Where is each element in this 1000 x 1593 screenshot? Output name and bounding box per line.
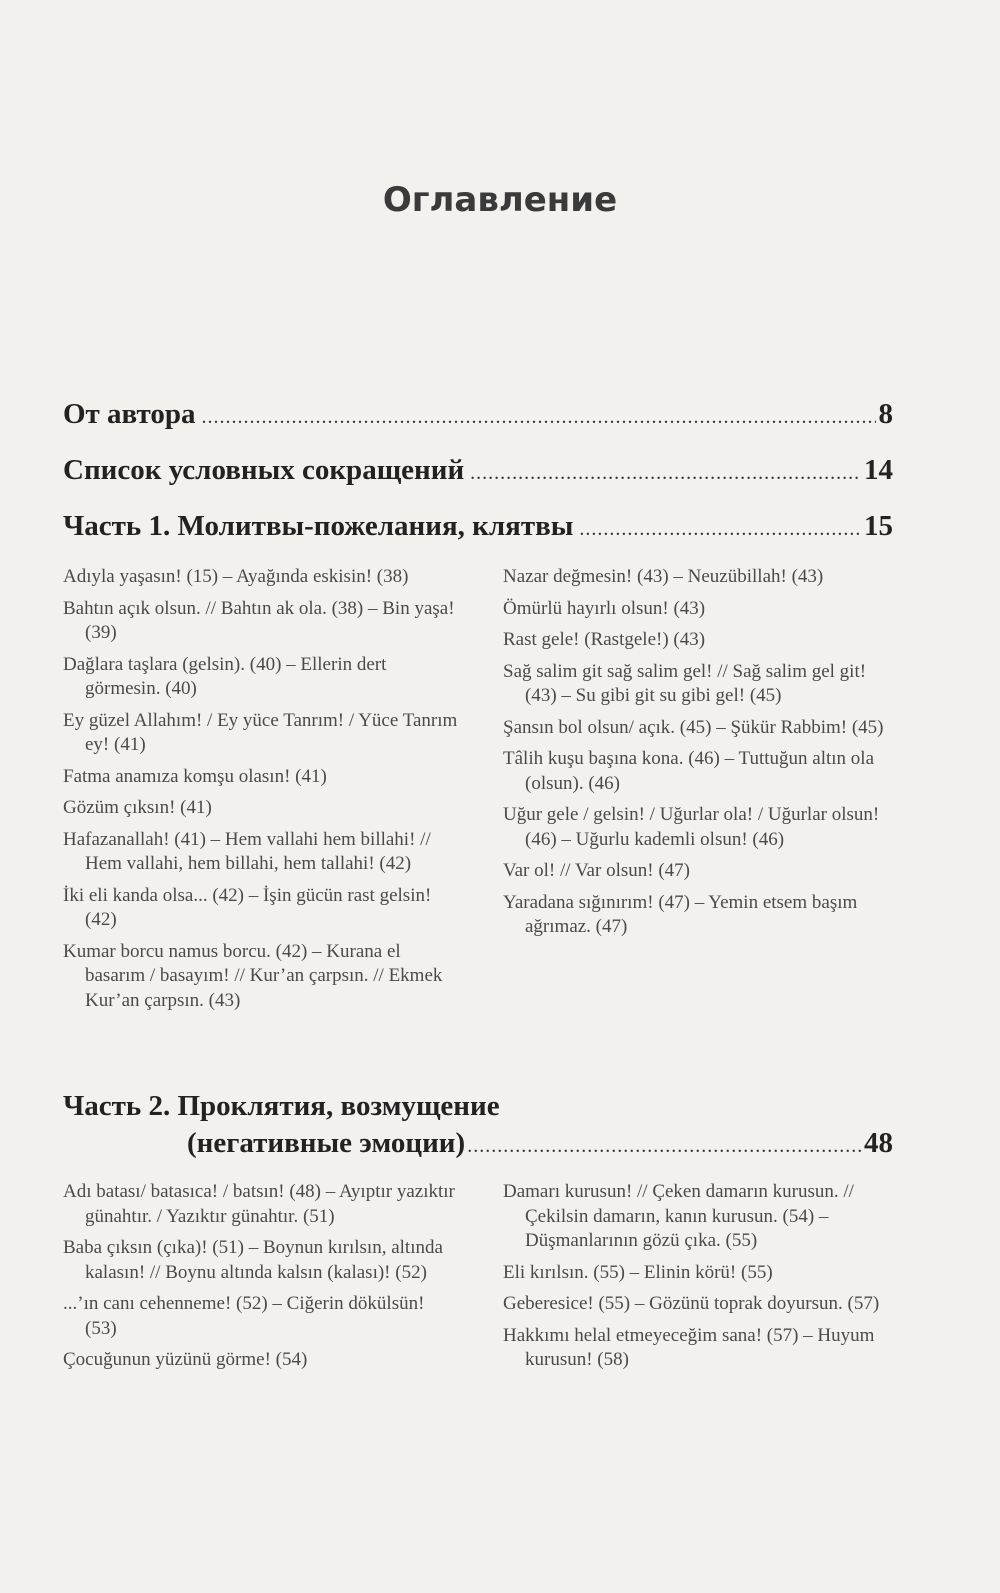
page-title: Оглавление — [382, 180, 618, 220]
part-1-left-column — [63, 565, 458, 1020]
part-2-right-column — [503, 1180, 898, 1380]
part-2-entries — [63, 1180, 898, 1380]
toc-entry-label: Часть 1. Молитвы-пожелания, клятвы — [63, 510, 574, 542]
leader-dots — [467, 1135, 861, 1158]
list-item: Nazar değmesin! (43) – Neuzübillah! (43) — [503, 566, 824, 587]
list-item: Adı batası/ batasıca! / batsın! (48) – Ayıptır yazıktır günahtır. / Yazıktır günahtır. (51) — [63, 1181, 455, 1227]
toc-entry-page: 14 — [864, 454, 893, 486]
list-item: Hakkımı helal etmeyeceğim sana! (57) – Huyum kurusun! (58) — [503, 1324, 875, 1370]
list-item: Var ol! // Var olsun! (47) — [503, 860, 690, 881]
part-1-entries — [63, 565, 898, 1020]
list-item: Baba çıksın (çıka)! (51) – Boynun kırılsın, altında kalasın! // Boynu altında kalsın (kalası)! (52) — [63, 1237, 443, 1283]
part-2-left-column — [63, 1180, 458, 1380]
list-item: Hafazanallah! (41) – Hem vallahi hem billahi! // Hem vallahi, hem billahi, hem tallahi! (42) — [63, 828, 431, 874]
list-item: Çocuğunun yüzünü görme! (54) — [63, 1349, 308, 1370]
list-item: Sağ salim git sağ salim gel! // Sağ salim gel git! (43) – Su gibi git su gibi gel! (45) — [503, 660, 867, 706]
list-item: İki eli kanda olsa... (42) – İşin gücün rast gelsin! (42) — [63, 884, 432, 930]
toc-entry-part-2 — [63, 1090, 893, 1160]
toc-entry-page: 15 — [864, 510, 893, 542]
list-item: Adıyla yaşasın! (15) – Ayağında eskisin! (38) — [63, 566, 409, 587]
list-item: Damarı kurusun! // Çeken damarın kurusun. // Çekilsin damarın, kanın kurusun. (54) – Düşmanlarının gözü çıka. (55) — [503, 1181, 854, 1251]
toc-entry-abbreviations — [63, 454, 893, 487]
list-item: Rast gele! (Rastgele!) (43) — [503, 629, 706, 650]
list-item: Uğur gele / gelsin! / Uğurlar ola! / Uğurlar olsun! (46) – Uğurlu kademli olsun! (46) — [503, 804, 880, 850]
list-item: Fatma anamıza komşu olasın! (41) — [63, 765, 327, 787]
list-item: ...’ın canı cehenneme! (52) – Ciğerin dökülsün! (53) — [63, 1293, 425, 1339]
leader-dots — [579, 518, 861, 541]
list-item: Geberesice! (55) – Gözünü toprak doyursun. (57) — [503, 1293, 880, 1314]
toc-entry-page: 48 — [864, 1127, 893, 1159]
list-item: Gözüm çıksın! (41) — [63, 797, 212, 818]
toc-entry-label: (негативные эмоции) — [187, 1127, 466, 1159]
list-item: Ey güzel Allahım! / Ey yüce Tanrım! / Yüce Tanrım ey! (41) — [63, 709, 458, 755]
list-item: Kumar borcu namus borcu. (42) – Kurana el basarım / basayım! // Kur’an çarpsın. // Ekmek Kur’an çarpsın. (43) — [63, 940, 443, 1011]
list-item: Eli kırılsın. (55) – Elinin körü! (55) — [503, 1261, 773, 1283]
list-item: Ömürlü hayırlı olsun! (43) — [503, 597, 706, 619]
toc-entry-label: Список условных сокращений — [63, 454, 465, 486]
toc-entry-author — [63, 398, 893, 431]
toc-entry-page: 8 — [878, 398, 893, 430]
part-1-right-column — [503, 565, 898, 1020]
toc-entry-label: От автора — [63, 398, 196, 430]
list-item: Şansın bol olsun/ açık. (45) – Şükür Rabbim! (45) — [503, 716, 884, 738]
list-item: Bahtın açık olsun. // Bahtın ak ola. (38) – Bin yaşa! (39) — [63, 597, 455, 643]
list-item: Tâlih kuşu başına kona. (46) – Tuttuğun altın ola (olsun). (46) — [503, 748, 875, 794]
part-2-heading-line-2 — [63, 1127, 893, 1160]
list-item: Dağlara taşlara (gelsin). (40) – Ellerin dert görmesin. (40) — [63, 653, 387, 699]
list-item: Yaradana sığınırım! (47) – Yemin etsem başım ağrımaz. (47) — [503, 891, 858, 937]
leader-dots — [470, 462, 861, 485]
part-2-heading-line-1: Часть 2. Проклятия, возмущение — [63, 1090, 500, 1122]
leader-dots — [201, 406, 875, 429]
toc-entry-part-1 — [63, 510, 893, 543]
